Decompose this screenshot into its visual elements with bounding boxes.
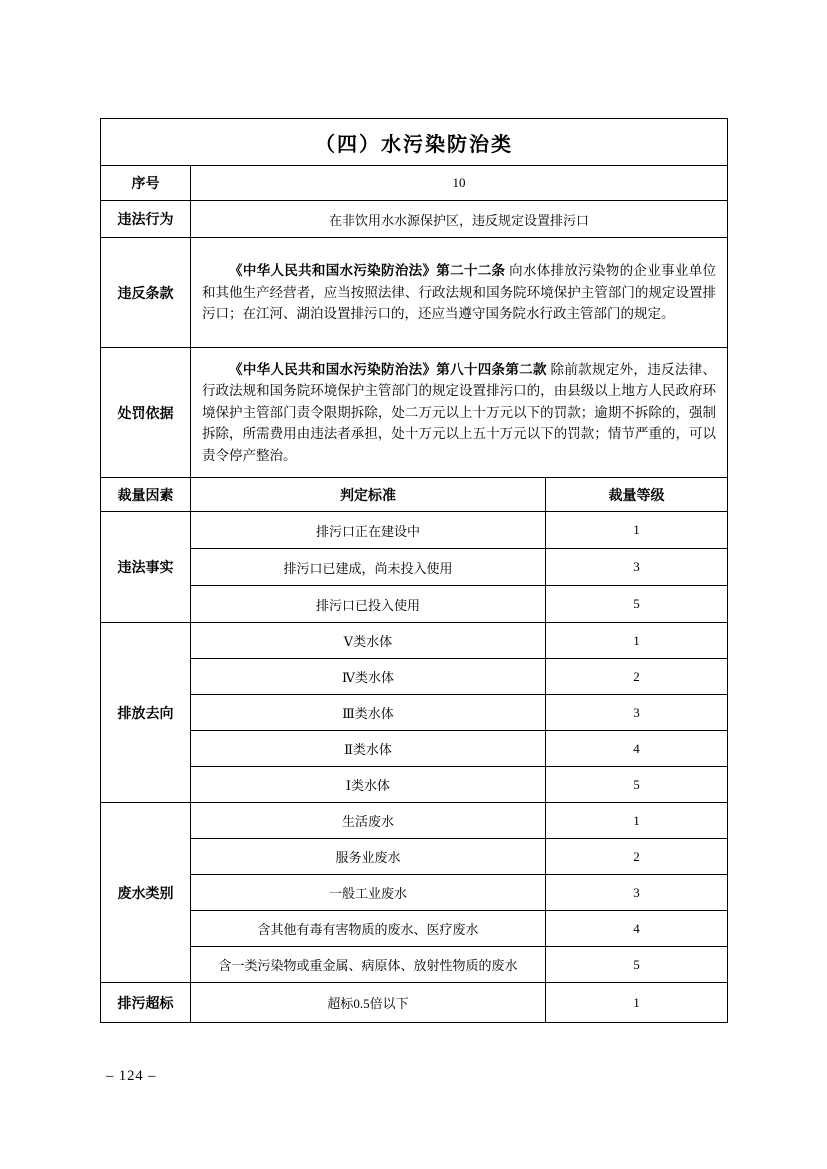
table-row-standard: 超标0.5倍以下 [191,983,546,1023]
table-row-level: 3 [546,875,728,911]
table-row-standard: 含其他有毒有害物质的废水、医疗废水 [191,911,546,947]
table-row-level: 5 [546,767,728,803]
table-row-level: 4 [546,911,728,947]
table-row-standard: 一般工业废水 [191,875,546,911]
group-discharge-exceedance-label: 排污超标 [101,983,191,1023]
violated-clause-citation: 《中华人民共和国水污染防治法》第二十二条 [229,263,506,279]
table-row-level: 3 [546,549,728,586]
penalty-basis-value [191,348,728,478]
header-discretion-level: 裁量等级 [546,478,728,512]
page-number: – 124 – [106,1068,157,1084]
table-row-level: 4 [546,731,728,767]
table-row-level: 1 [546,983,728,1023]
table-row-level: 5 [546,586,728,623]
illegal-act-value: 在非饮用水水源保护区，违反规定设置排污口 [191,201,728,238]
table-row-level: 5 [546,947,728,983]
illegal-act-label: 违法行为 [101,201,191,238]
group-illegal-facts-label: 违法事实 [101,512,191,623]
table-row-standard: 服务业废水 [191,839,546,875]
table-title: （四）水污染防治类 [101,119,728,166]
table-row-level: 2 [546,839,728,875]
violated-clause-value [191,238,728,348]
regulation-table [100,118,728,1023]
group-discharge-destination-label: 排放去向 [101,623,191,803]
group-wastewater-category-label: 废水类别 [101,803,191,983]
table-row-standard: Ⅳ类水体 [191,659,546,695]
table-row-level: 1 [546,623,728,659]
penalty-basis-label: 处罚依据 [101,348,191,478]
violated-clause-label: 违反条款 [101,238,191,348]
serial-value: 10 [191,166,728,201]
table-row-standard: 含一类污染物或重金属、病原体、放射性物质的废水 [191,947,546,983]
table-row-level: 2 [546,659,728,695]
table-row-standard: Ⅴ类水体 [191,623,546,659]
table-row-standard: 排污口正在建设中 [191,512,546,549]
table-row-level: 1 [546,803,728,839]
table-row-standard: Ⅰ类水体 [191,767,546,803]
header-judgment-standard: 判定标准 [191,478,546,512]
table-row-standard: Ⅱ类水体 [191,731,546,767]
table-row-level: 3 [546,695,728,731]
header-discretion-factor: 裁量因素 [101,478,191,512]
violated-clause-text: 向水体排放污染物的企业事业单位和其他生产经营者，应当按照法律、行政法规和国务院环境保护主管部门的规定设置排污口；在江河、湖泊设置排污口的，还应当遵守国务院水行政主管部门的规定。 [202,263,717,322]
penalty-basis-citation: 《中华人民共和国水污染防治法》第八十四条第二款 [229,361,547,377]
table-row-standard: 排污口已建成，尚未投入使用 [191,549,546,586]
table-row-standard: 排污口已投入使用 [191,586,546,623]
table-row-standard: Ⅲ类水体 [191,695,546,731]
table-row-standard: 生活废水 [191,803,546,839]
table-row-level: 1 [546,512,728,549]
serial-label: 序号 [101,166,191,201]
penalty-basis-text: 除前款规定外，违反法律、行政法规和国务院环境保护主管部门的规定设置排污口的，由县级以上地方人民政府环境保护主管部门责令限期拆除，处二万元以上十万元以下的罚款；逾期不拆除的，强制拆除，所需费用由违法者承担，处十万元以上五十万元以下的罚款；情节严重的，可以责令停产整治。 [202,361,717,463]
